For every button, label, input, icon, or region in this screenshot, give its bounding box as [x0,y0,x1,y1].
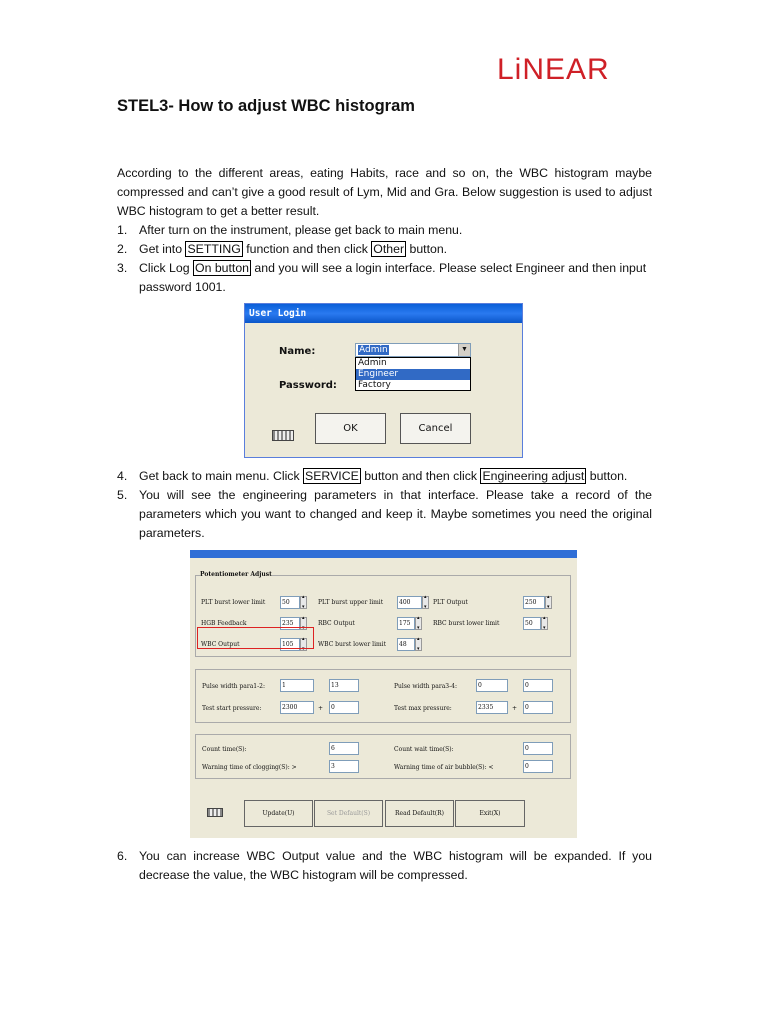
page-title: STEL3- How to adjust WBC histogram [117,97,415,115]
clogging-input[interactable]: 3 [329,760,359,773]
pulse-width-4-input[interactable]: 0 [523,679,553,692]
step-number: 4. [117,469,128,483]
step-5-continued: parameters which you want to changed and keep it. Maybe sometimes you need the original [139,507,652,521]
rbc-lower-label: RBC burst lower limit [433,620,500,627]
group-title: Potentiometer Adjust [200,571,272,578]
test-max-pressure-input[interactable]: 2335 [476,701,508,714]
step-text: and you will see a login interface. Please select Engineer and then input [251,261,647,275]
plt-upper-label: PLT burst upper limit [318,599,384,606]
password-label: Password: [279,380,337,391]
step-text: function and then click [242,242,372,256]
step-6 [117,847,652,866]
pulse-width-3-input[interactable]: 0 [476,679,508,692]
name-select[interactable] [355,343,471,357]
other-box: Other [373,242,405,256]
count-wait-input[interactable]: 0 [523,742,553,755]
step-text: You will see the engineering parameters in that interface. Please take a record of the [139,488,652,502]
wbc-lower-input[interactable]: 48 [397,638,415,651]
hgb-feedback-label: HGB Feedback [201,620,247,627]
rbc-lower-input[interactable]: 50 [523,617,541,630]
step-text: Click Log [139,261,193,275]
plt-upper-input[interactable]: 400 [397,596,422,609]
ok-button[interactable]: OK [315,413,386,444]
wbc-output-highlight [197,627,314,649]
set-default-button[interactable]: Set Default(S) [314,800,383,827]
spinner-icon[interactable] [422,596,429,609]
update-button[interactable]: Update(U) [244,800,313,827]
on-button-box: On button [195,261,250,275]
spinner-icon[interactable] [300,596,307,609]
selected-name: Admin [359,345,388,355]
spinner-icon[interactable] [541,617,548,630]
step-3-continued: password 1001. [139,280,226,294]
spinner-icon[interactable] [545,596,552,609]
wbc-lower-label: WBC burst lower limit [318,641,387,648]
rbc-output-label: RBC Output [318,620,355,627]
step-1 [117,221,652,240]
name-label: Name: [279,346,316,357]
option-factory[interactable]: Factory [358,380,391,390]
wbc-output-input[interactable]: 105 [280,638,300,651]
spinner-icon[interactable] [415,638,422,651]
step-text: Get into [139,242,186,256]
step-4 [117,467,652,486]
plt-output-label: PLT Output [433,599,468,606]
pulse-width-34-label: Pulse width para3-4: [394,683,457,690]
plt-lower-label: PLT burst lower limit [201,599,266,606]
step-number: 2. [117,242,128,256]
chevron-down-icon[interactable]: ▼ [458,344,470,356]
service-box: SERVICE [305,469,359,483]
dialog-title: User Login [245,304,522,323]
wbc-output-label: WBC Output [201,641,240,648]
step-text: You can increase WBC Output value and the WBC histogram will be expanded. If you [139,849,652,863]
read-default-button[interactable]: Read Default(R) [385,800,454,827]
hgb-feedback-input[interactable]: 235 [280,617,300,630]
test-max-offset-input[interactable]: 0 [523,701,553,714]
step-number: 1. [117,223,128,237]
step-6-continued: decrease the value, the WBC histogram will be compressed. [139,868,468,882]
linear-logo: LiNEAR [497,53,610,86]
step-number: 5. [117,488,128,502]
step-number: 6. [117,849,128,863]
option-admin[interactable]: Admin [358,358,387,368]
step-5 [117,486,652,505]
test-max-pressure-label: Test max pressure: [394,705,452,712]
setting-box: SETTING [187,242,241,256]
plus-sign: + [318,705,324,712]
pulse-width-2-input[interactable]: 13 [329,679,359,692]
keyboard-icon[interactable] [207,808,223,817]
air-bubble-input[interactable]: 0 [523,760,553,773]
test-start-offset-input[interactable]: 0 [329,701,359,714]
spinner-icon[interactable] [415,617,422,630]
count-time-group [195,734,571,779]
pulse-width-12-label: Pulse width para1-2: [202,683,265,690]
step-text: Get back to main menu. Click [139,469,304,483]
count-time-label: Count time(S): [202,746,247,753]
test-start-pressure-input[interactable]: 2300 [280,701,314,714]
step-text: button. [406,242,448,256]
step-text: button and then click [360,469,481,483]
rbc-output-input[interactable]: 175 [397,617,415,630]
intro-paragraph: According to the different areas, eating Habits, race and so on, the WBC histogram maybe compressed and can’t give a good result of Lym, Mid and Gra. Below suggestion is used to adjust WBC histogram to get a better result. [117,166,652,218]
engineering-adjust-window [190,550,577,838]
step-text: button. [586,469,628,483]
pulse-width-1-input[interactable]: 1 [280,679,314,692]
step-2 [117,240,652,259]
step-number: 3. [117,261,128,275]
clogging-label: Warning time of clogging(S): > [202,764,297,771]
step-5-continued-2: parameters. [139,526,205,540]
count-wait-label: Count wait time(S): [394,746,454,753]
plus-sign: + [512,705,518,712]
engineering-adjust-box: Engineering adjust [482,469,585,483]
step-3 [117,259,652,278]
option-engineer[interactable]: Engineer [356,369,470,380]
air-bubble-label: Warning time of air bubble(S): < [394,764,494,771]
count-time-input[interactable]: 6 [329,742,359,755]
test-start-pressure-label: Test start pressure: [202,705,262,712]
user-login-dialog [244,303,523,458]
step-text: After turn on the instrument, please get back to main menu. [139,223,463,237]
plt-lower-input[interactable]: 50 [280,596,300,609]
pulse-pressure-group [195,669,571,723]
exit-button[interactable]: Exit(X) [455,800,525,827]
plt-output-input[interactable]: 250 [523,596,545,609]
name-dropdown-list [355,357,471,391]
cancel-button[interactable]: Cancel [400,413,471,444]
keyboard-icon[interactable] [272,430,294,441]
